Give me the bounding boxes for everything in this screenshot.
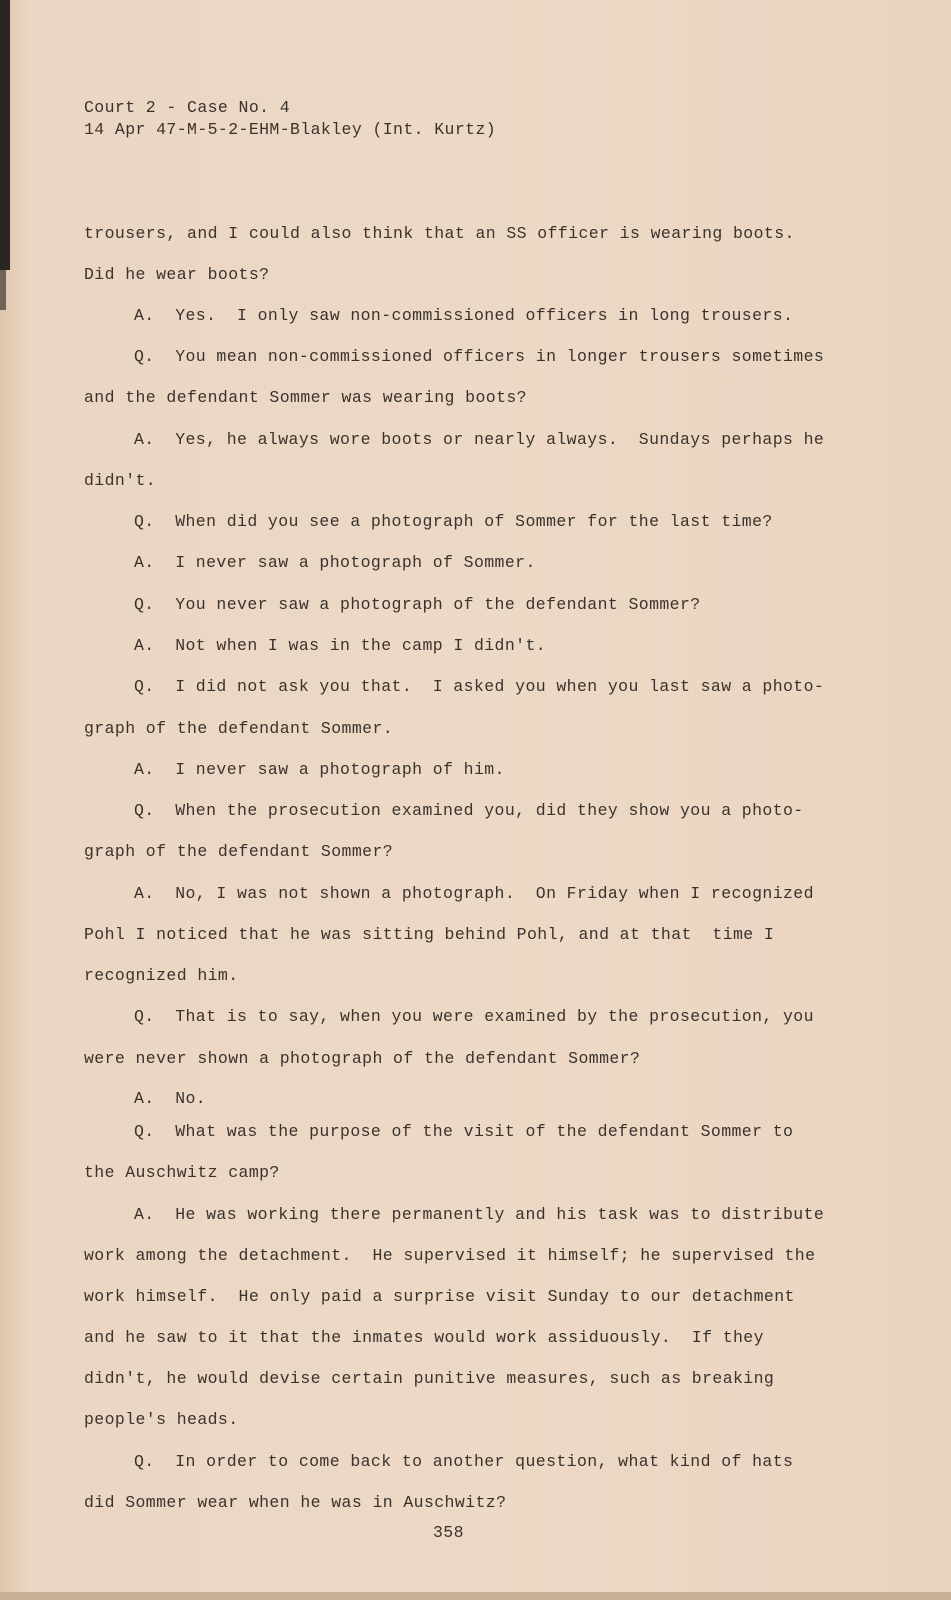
transcript-line: A. I never saw a photograph of him.	[134, 760, 505, 779]
transcript-line: were never shown a photograph of the defendant Sommer?	[84, 1049, 641, 1068]
transcript-line: Q. When the prosecution examined you, did they show you a photo-	[134, 801, 804, 820]
page-number: 358	[433, 1523, 464, 1542]
transcript-line: and the defendant Sommer was wearing boots?	[84, 388, 527, 407]
transcript-line: A. No.	[134, 1089, 207, 1108]
header-session-line: 14 Apr 47-M-5-2-EHM-Blakley (Int. Kurtz)	[84, 120, 497, 139]
header-case-line: Court 2 - Case No. 4	[84, 98, 291, 117]
transcript-line: Q. What was the purpose of the visit of the defendant Sommer to	[134, 1122, 794, 1141]
transcript-line: Q. When did you see a photograph of Sommer for the last time?	[134, 512, 773, 531]
transcript-line: graph of the defendant Sommer.	[84, 719, 394, 738]
transcript-line: and he saw to it that the inmates would work assiduously. If they	[84, 1328, 764, 1347]
torn-left-edge-shadow	[0, 270, 6, 310]
transcript-line: didn't, he would devise certain punitive measures, such as breaking	[84, 1369, 775, 1388]
transcript-line: Q. In order to come back to another question, what kind of hats	[134, 1452, 794, 1471]
transcript-line: did Sommer wear when he was in Auschwitz?	[84, 1493, 507, 1512]
transcript-line: the Auschwitz camp?	[84, 1163, 280, 1182]
transcript-line: A. Yes. I only saw non-commissioned officers in long trousers.	[134, 306, 794, 325]
transcript-line: Q. You never saw a photograph of the defendant Sommer?	[134, 595, 701, 614]
torn-left-edge	[0, 0, 10, 270]
transcript-line: people's heads.	[84, 1410, 239, 1429]
transcript-line: didn't.	[84, 471, 157, 490]
transcript-line: Did he wear boots?	[84, 265, 270, 284]
transcript-line: graph of the defendant Sommer?	[84, 842, 394, 861]
transcript-line: A. No, I was not shown a photograph. On Friday when I recognized	[134, 884, 814, 903]
transcript-line: work among the detachment. He supervised it himself; he supervised the	[84, 1246, 816, 1265]
transcript-line: A. I never saw a photograph of Sommer.	[134, 553, 536, 572]
page-bottom-edge	[0, 1592, 951, 1600]
transcript-line: A. Yes, he always wore boots or nearly always. Sundays perhaps he	[134, 430, 825, 449]
transcript-line: trousers, and I could also think that an SS officer is wearing boots.	[84, 224, 795, 243]
transcript-line: Q. I did not ask you that. I asked you when you last saw a photo-	[134, 677, 825, 696]
transcript-line: Q. You mean non-commissioned officers in longer trousers sometimes	[134, 347, 825, 366]
transcript-line: Q. That is to say, when you were examined by the prosecution, you	[134, 1007, 814, 1026]
transcript-line: A. Not when I was in the camp I didn't.	[134, 636, 547, 655]
transcript-line: A. He was working there permanently and his task was to distribute	[134, 1205, 825, 1224]
transcript-line: work himself. He only paid a surprise visit Sunday to our detachment	[84, 1287, 795, 1306]
transcript-line: recognized him.	[84, 966, 239, 985]
transcript-line: Pohl I noticed that he was sitting behind Pohl, and at that time I	[84, 925, 775, 944]
